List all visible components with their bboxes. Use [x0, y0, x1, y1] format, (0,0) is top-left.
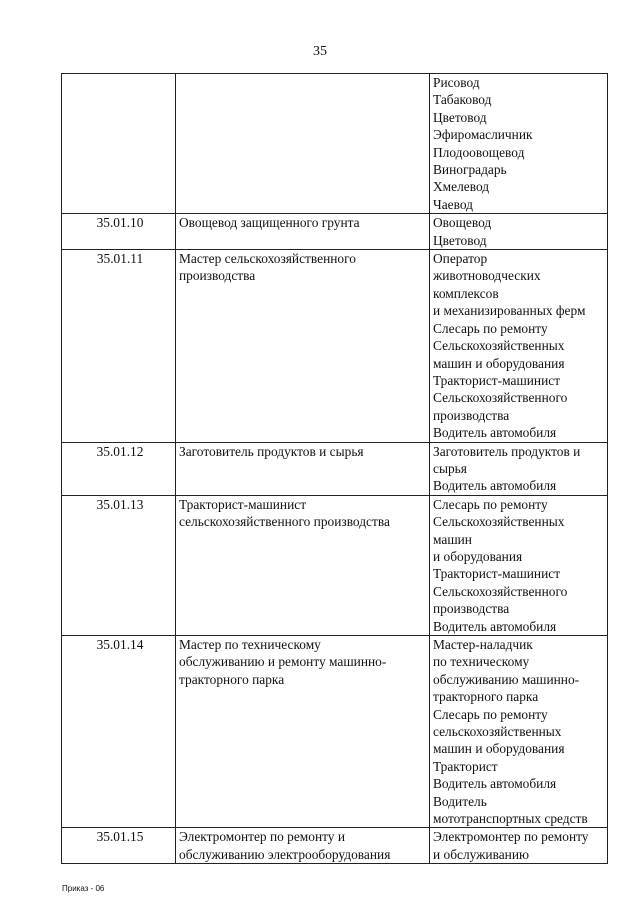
profession-line: и оборудования	[433, 548, 523, 564]
qualification-name-line: Заготовитель продуктов и сырья	[179, 443, 364, 459]
profession-line: Эфиромасличник	[433, 127, 533, 143]
table-row	[62, 214, 608, 250]
profession-line: Табаковод	[433, 92, 492, 108]
qualification-name-line: производства	[179, 268, 256, 284]
qualification-name-cell	[176, 214, 430, 250]
profession-line: Овощевод	[433, 215, 492, 231]
qualification-name-cell	[176, 250, 430, 442]
profession-line: Водитель автомобиля	[433, 618, 557, 634]
professions-cell	[430, 636, 608, 828]
qualification-name-line: тракторного парка	[179, 671, 285, 687]
profession-line: животноводческих	[433, 268, 541, 284]
profession-line: Цветовод	[433, 109, 487, 125]
profession-line: Слесарь по ремонту	[433, 496, 548, 512]
qualification-name-line: Тракторист-машинист	[179, 496, 307, 512]
table-body	[62, 74, 608, 864]
profession-line: Чаевод	[433, 196, 473, 212]
qualification-name-cell	[176, 495, 430, 635]
page-number: 35	[313, 44, 327, 59]
code-cell: 35.01.10	[62, 214, 176, 250]
table-row	[62, 636, 608, 828]
code-cell: 35.01.15	[62, 828, 176, 864]
qualification-name-line: Мастер сельскохозяйственного	[179, 251, 356, 267]
profession-line: Слесарь по ремонту	[433, 320, 548, 336]
profession-line: Сельскохозяйственного	[433, 390, 568, 406]
profession-line: Водитель автомобиля	[433, 425, 557, 441]
profession-line: машин	[433, 531, 472, 547]
profession-line: Тракторист	[433, 758, 498, 774]
profession-line: Виноградарь	[433, 162, 507, 178]
profession-line: мототранспортных средств	[433, 811, 588, 827]
profession-line: производства	[433, 601, 510, 617]
code-cell	[62, 74, 176, 214]
table-row	[62, 442, 608, 495]
professions-cell	[430, 74, 608, 214]
profession-line: сельскохозяйственных	[433, 724, 562, 740]
code-cell: 35.01.11	[62, 250, 176, 442]
professions-cell	[430, 828, 608, 864]
profession-line: Хмелевод	[433, 179, 490, 195]
profession-line: тракторного парка	[433, 689, 539, 705]
professions-table	[61, 73, 608, 864]
qualification-name-cell	[176, 74, 430, 214]
code-cell: 35.01.12	[62, 442, 176, 495]
profession-line: и обслуживанию	[433, 846, 530, 862]
code-cell: 35.01.14	[62, 636, 176, 828]
profession-line: машин и оборудования	[433, 355, 565, 371]
profession-line: Водитель автомобиля	[433, 776, 557, 792]
professions-cell	[430, 495, 608, 635]
professions-cell	[430, 250, 608, 442]
table-row	[62, 250, 608, 442]
qualification-name-cell	[176, 636, 430, 828]
profession-line: и механизированных ферм	[433, 303, 586, 319]
profession-line: Электромонтер по ремонту	[433, 829, 589, 845]
profession-line: Сельскохозяйственных	[433, 514, 565, 530]
qualification-name-line: обслуживанию электрооборудования	[179, 846, 391, 862]
professions-cell	[430, 442, 608, 495]
profession-line: по техническому	[433, 654, 530, 670]
qualification-name-cell	[176, 442, 430, 495]
profession-line: Тракторист-машинист	[433, 372, 561, 388]
table-row	[62, 74, 608, 214]
qualification-name-line: Мастер по техническому	[179, 637, 321, 652]
qualification-name-line: обслуживанию и ремонту машинно-	[179, 654, 387, 670]
profession-line: Рисовод	[433, 75, 480, 90]
profession-line: Водитель автомобиля	[433, 478, 557, 494]
qualification-name-line: Овощевод защищенного грунта	[179, 215, 360, 231]
profession-line: Слесарь по ремонту	[433, 706, 548, 722]
profession-line: машин и оборудования	[433, 741, 565, 757]
profession-line: Сельскохозяйственного	[433, 583, 568, 599]
code-cell: 35.01.13	[62, 495, 176, 635]
profession-line: Плодоовощевод	[433, 144, 525, 160]
profession-line: Цветовод	[433, 232, 487, 248]
profession-line: Водитель	[433, 793, 487, 809]
table-row	[62, 495, 608, 635]
profession-line: Мастер-наладчик	[433, 637, 533, 652]
profession-line: Тракторист-машинист	[433, 566, 561, 582]
profession-line: производства	[433, 407, 510, 423]
table-row	[62, 828, 608, 864]
profession-line: Оператор	[433, 251, 488, 267]
qualification-name-cell	[176, 828, 430, 864]
professions-cell	[430, 214, 608, 250]
qualification-name-line: сельскохозяйственного производства	[179, 514, 390, 530]
profession-line: Сельскохозяйственных	[433, 338, 565, 354]
footer-note: Приказ - 06	[62, 884, 105, 893]
profession-line: комплексов	[433, 285, 499, 301]
profession-line: Заготовитель продуктов и	[433, 443, 581, 459]
profession-line: обслуживанию машинно-	[433, 671, 580, 687]
qualification-name-line: Электромонтер по ремонту и	[179, 829, 346, 845]
profession-line: сырья	[433, 460, 467, 476]
